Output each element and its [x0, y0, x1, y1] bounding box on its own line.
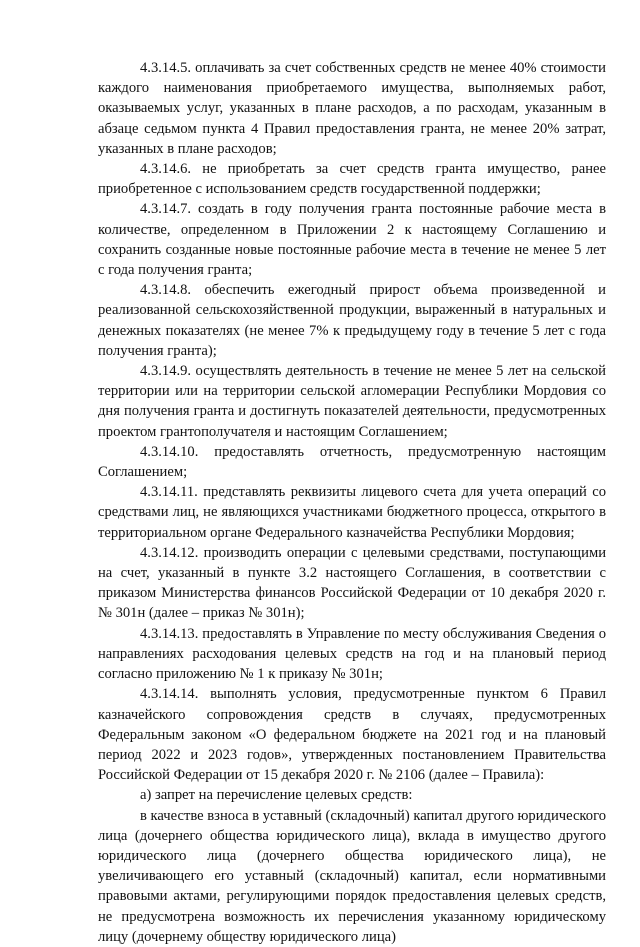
paragraph-contribution-clause: в качестве взноса в уставный (складочный) капитал другого юридического лица (дочернего общества юридического лица), вклада в имущество другого юридического лица (дочернего общества юридического лица), не увеличивающего его уставный (складочный) капитал, если нормативными правовыми актами, регулирующими порядок предоставления целевых средств, не предусмотрена возможность их перечисления указанному юридическому лицу (дочернему обществу юридического лица) [98, 807, 606, 945]
paragraph-4-3-14-12: 4.3.14.12. производить операции с целевыми средствами, поступающими на счет, указанный в пункте 3.2 настоящего Соглашения, в соответствии с приказом Министерства финансов Российской Федерации от 10 декабря 2020 г. № 301н (далее – приказ № 301н); [98, 544, 606, 622]
paragraph-4-3-14-8: 4.3.14.8. обеспечить ежегодный прирост объема произведенной и реализованной сельскохозяйственной продукции, выраженный в натуральных и денежных показателях (не менее 7% к предыдущему году в течение 5 лет с года получения гранта); [98, 282, 606, 359]
paragraph-4-3-14-9: 4.3.14.9. осуществлять деятельность в течение не менее 5 лет на сельской территории или на территории сельской агломерации Республики Мордовия со дня получения гранта и достигнуть показателей деятельности, предусмотренных проектом грантополучателя и настоящим Соглашением; [98, 363, 606, 440]
paragraph-4-3-14-5: 4.3.14.5. оплачивать за счет собственных средств не менее 40% стоимости каждого наименования приобретаемого имущества, выполняемых работ, оказываемых услуг, указанных в плане расходов, а по расходам, указанным в абзаце седьмом пункта 4 Правил предоставления гранта, не менее 20% затрат, указанных в плане расходов; [98, 60, 606, 157]
paragraph-subitem-a: а) запрет на перечисление целевых средств: [140, 787, 413, 804]
paragraph-4-3-14-7: 4.3.14.7. создать в году получения гранта постоянные рабочие места в количестве, определенном в Приложении 2 к настоящему Соглашению и сохранить созданные новые постоянные рабочие места в течение не менее 5 лет с года получения гранта; [98, 201, 606, 279]
paragraph-4-3-14-11: 4.3.14.11. представлять реквизиты лицевого счета для учета операций со средствами лиц, не являющихся участниками бюджетного процесса, открытого в территориальном органе Федерального казначейства Республики Мордовия; [98, 484, 606, 541]
paragraph-4-3-14-13: 4.3.14.13. предоставлять в Управление по месту обслуживания Сведения о направлениях расходования целевых средств на год и на плановый период согласно приложению № 1 к приказу № 301н; [98, 625, 606, 683]
paragraph-4-3-14-10: 4.3.14.10. предоставлять отчетность, предусмотренную настоящим Соглашением; [98, 443, 606, 481]
paragraph-4-3-14-14: 4.3.14.14. выполнять условия, предусмотренные пунктом 6 Правил казначейского сопровождения средств в случаях, предусмотренных Федеральным законом «О федеральном бюджете на 2021 год и на плановый период 2022 и 2023 годов», утвержденных постановлением Правительства Российской Федерации от 15 декабря 2020 г. № 2106 (далее – Правила): [98, 686, 606, 784]
paragraph-4-3-14-6: 4.3.14.6. не приобретать за счет средств гранта имущество, ранее приобретенное с использованием средств государственной поддержки; [98, 161, 606, 198]
document-page [98, 58, 606, 947]
